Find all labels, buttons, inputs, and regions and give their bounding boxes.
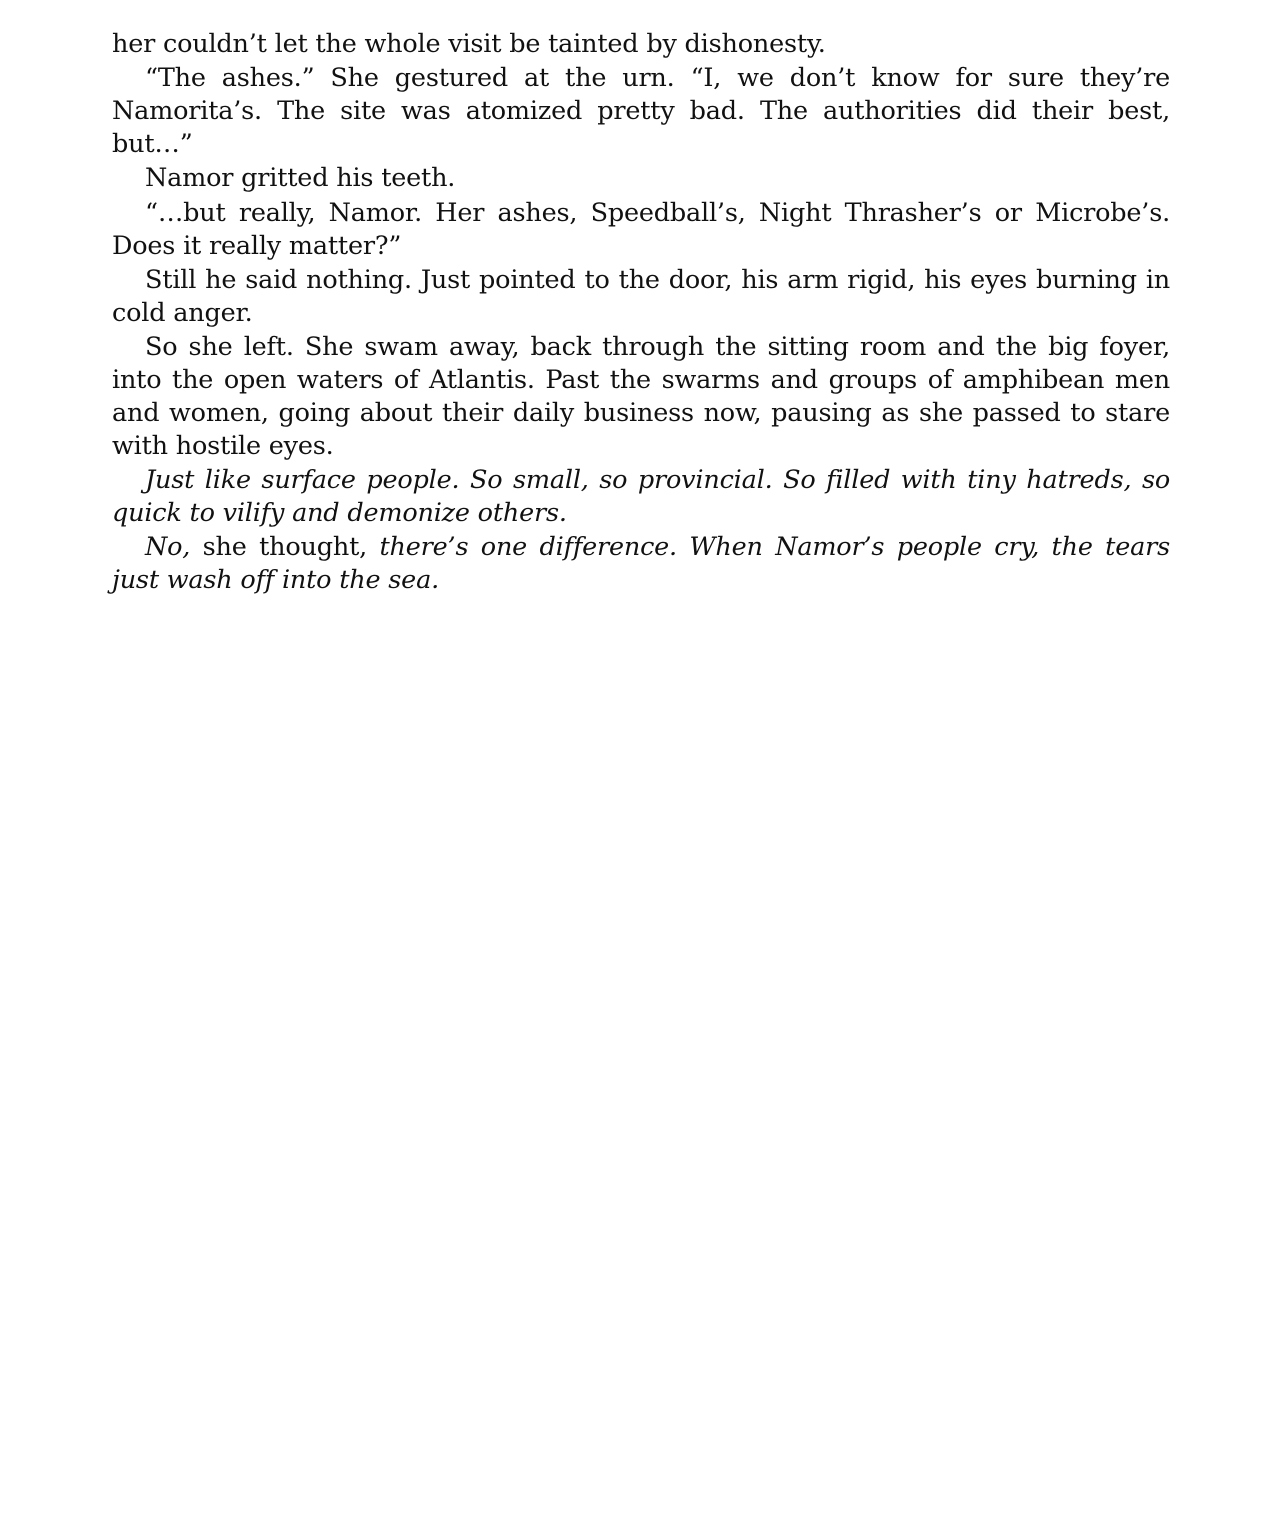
paragraph-6 bbox=[112, 331, 1170, 462]
paragraph-1 bbox=[112, 28, 1170, 61]
book-page bbox=[112, 28, 1170, 598]
paragraph-italic-text: Just like surface people. So small, so provincial. So filled with tiny hatreds, so quick to vilify and demonize others. bbox=[112, 464, 1170, 528]
paragraph-text: Namor gritted his teeth. bbox=[145, 163, 456, 194]
paragraph-text: she thought, bbox=[190, 532, 380, 563]
paragraph-8 bbox=[112, 531, 1170, 597]
paragraph-3 bbox=[112, 162, 1170, 195]
paragraph-text: “…but really, Namor. Her ashes, Speedball’s, Night Thrasher’s or Microbe’s. Does it really matter?” bbox=[112, 197, 1170, 261]
paragraph-italic-text: there’s one difference. When Namor’s people cry, the tears just wash off into the sea. bbox=[112, 532, 1170, 595]
paragraph-4 bbox=[112, 197, 1170, 263]
paragraph-5 bbox=[112, 264, 1170, 330]
paragraph-2 bbox=[112, 62, 1170, 160]
paragraph-7 bbox=[112, 464, 1170, 530]
paragraph-text: So she left. She swam away, back through the sitting room and the big foyer, into the open waters of Atlantis. Past the swarms and groups of amphibean men and women, going about their daily business now, pausing as she passed to stare with hostile eyes. bbox=[112, 332, 1170, 461]
paragraph-text: her couldn’t let the whole visit be tainted by dishonesty. bbox=[112, 29, 826, 59]
paragraph-italic-text: No, bbox=[145, 532, 191, 563]
paragraph-text: “The ashes.” She gestured at the urn. “I, we don’t know for sure they’re Namorita’s. The site was atomized pretty bad. The authorities did their best, but…” bbox=[112, 63, 1170, 159]
paragraph-text: Still he said nothing. Just pointed to the door, his arm rigid, his eyes burning in cold anger. bbox=[112, 264, 1170, 328]
